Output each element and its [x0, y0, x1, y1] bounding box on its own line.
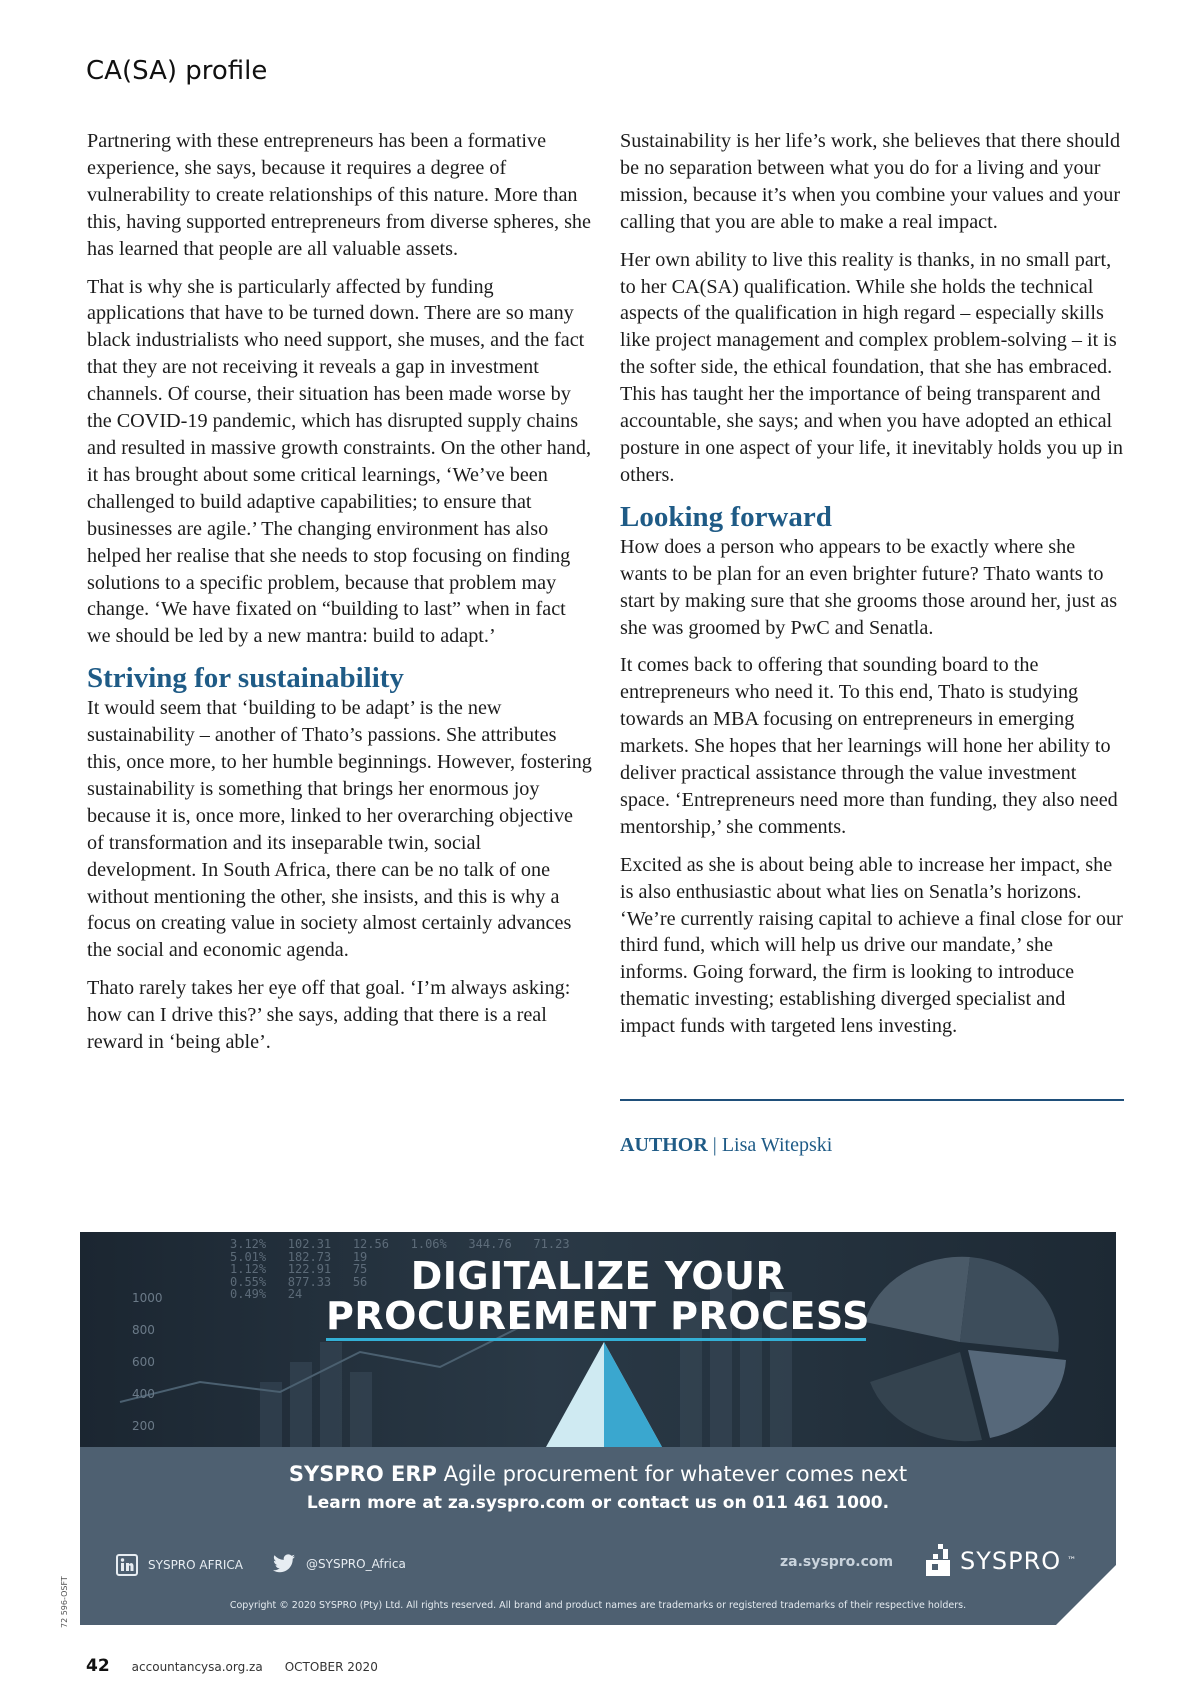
ad-headline-line-1: DIGITALIZE YOUR	[410, 1254, 786, 1298]
ad-axis-label: 400	[132, 1387, 155, 1401]
page-number: 42	[86, 1656, 110, 1676]
left-column	[87, 128, 592, 1067]
ad-hero-panel	[80, 1232, 1116, 1447]
syspro-advertisement[interactable]	[80, 1232, 1116, 1625]
ad-axis-label: 1000	[132, 1291, 163, 1305]
trademark-symbol: ™	[1067, 1556, 1078, 1566]
ad-ticker-numbers: 3.12% 102.31 12.56 1.06% 344.76 71.23 5.01% 182.73 19 1.12% 122.91 75 0.55% 877.33 56 0.49% 24	[230, 1237, 570, 1301]
twitter-handle: @SYSPRO_Africa	[306, 1557, 406, 1571]
syspro-logo	[924, 1544, 1077, 1578]
ad-headline-line-2: PROCUREMENT PROCESS	[326, 1294, 870, 1338]
right-column	[620, 128, 1125, 1051]
syspro-logo-text: SYSPRO	[960, 1547, 1062, 1575]
body-paragraph: Partnering with these entrepreneurs has been a formative experience, she says, because it requires a degree of vulnerability to create relationships of this nature. More than this, having supported entrepreneurs from diverse spheres, she has learned that people are all valuable assets.	[87, 130, 591, 260]
section-heading-looking-forward: Looking forward	[620, 500, 832, 533]
section-header: CA(SA) profile	[86, 56, 268, 86]
syspro-logo-icon	[924, 1544, 954, 1578]
body-paragraph: Sustainability is her life’s work, she believes that there should be no separation between what you do for a living and your mission, because it’s when you combine your values and your calling that you are able to make a real impact.	[620, 130, 1121, 233]
page-footer	[86, 1656, 378, 1676]
ad-copyright: Copyright © 2020 SYSPRO (Pty) Ltd. All rights reserved. All brand and product names are trademarks or registered trademarks of their respective holders.	[229, 1600, 967, 1611]
ad-axis-label: 200	[132, 1419, 155, 1433]
author-divider	[620, 1099, 1124, 1101]
ad-tagline-text: Agile procurement for whatever comes next	[443, 1462, 908, 1486]
twitter-icon	[272, 1554, 296, 1574]
ad-tagline	[80, 1462, 1116, 1486]
linkedin-handle: SYSPRO AFRICA	[148, 1558, 243, 1572]
author-credit	[620, 1134, 832, 1157]
body-paragraph: It would seem that ‘building to be adapt’ is the new sustainability – another of Thato’s passions. She attributes this, once more, to her humble beginnings. However, fostering sustainability is something that brings her enormous joy because it is, once more, linked to her overarching objective of transformation and its inseparable twin, social development. In South Africa, there can be no talk of one without mentioning the other, she insists, and this is why a focus on creating value in society almost certainly advances the social and economic agenda.	[87, 697, 592, 962]
section-heading-sustainability: Striving for sustainability	[87, 662, 404, 695]
body-paragraph: Excited as she is about being able to increase her impact, she is also enthusiastic about what lies on Senatla’s horizons. ‘We’re currently raising capital to achieve a final close for our third fund, which will help us drive our mandate,’ she informs. Going forward, the firm is looking to introduce thematic investing; establishing diverged specialist and impact funds with targeted lens investing.	[620, 853, 1123, 1038]
ad-axis-label: 600	[132, 1355, 155, 1369]
body-paragraph: That is why she is particularly affected by funding applications that have to be turned down. There are so many black industrialists who need support, she muses, and the fact that they are not receiving it reveals a gap in investment channels. Of course, their situation has been made worse by the COVID-19 pandemic, which has disrupted supply chains and resulted in massive growth constraints. On the other hand, it has brought about some critical learnings, ‘We’ve been challenged to build adaptive capabilities; to ensure that businesses are agile.’ The changing environment has also helped her realise that she needs to stop focusing on finding solutions to a specific problem, because that problem may change. ‘We have fixated on “building to last” when in fact we should be led by a new mantra: build to adapt.’	[87, 275, 592, 648]
ad-corner-fold	[1056, 1565, 1116, 1625]
author-name: Lisa Witepski	[721, 1134, 833, 1156]
body-paragraph: How does a person who appears to be exactly where she wants to be plan for an even brighter future? Thato wants to start by making sure that she grooms those around her, just as she was groomed by PwC and Senatla.	[620, 535, 1118, 639]
ad-headline-underline	[326, 1338, 866, 1341]
body-paragraph: It comes back to offering that sounding board to the entrepreneurs who need it. To this end, Thato is studying towards an MBA focusing on entrepreneurs in emerging markets. She hopes that her learnings will hone her ability to deliver practical assistance through the value investment space. ‘Entrepreneurs need more than funding, they also need mentorship,’ she comments.	[620, 654, 1118, 838]
author-separator: |	[712, 1134, 717, 1156]
author-label: AUTHOR	[620, 1134, 708, 1156]
ad-website-link[interactable]: za.syspro.com	[780, 1554, 894, 1570]
ad-reference-code: 72 596-OSFT	[60, 1576, 69, 1628]
linkedin-icon	[116, 1554, 138, 1576]
ad-contact-line[interactable]: Learn more at za.syspro.com or contact us on 011 461 1000.	[306, 1493, 890, 1513]
ad-linkedin[interactable]	[116, 1554, 243, 1576]
ad-axis-label: 800	[132, 1323, 155, 1337]
footer-issue-date: OCTOBER 2020	[284, 1660, 378, 1674]
footer-website[interactable]: accountancysa.org.za	[131, 1660, 263, 1674]
body-paragraph: Her own ability to live this reality is thanks, in no small part, to her CA(SA) qualification. While she holds the technical aspects of the qualification in high regard – especially skills like project management and complex problem-solving – it is the softer side, the ethical foundation, that she has embraced. This has taught her the importance of being transparent and accountable, she says; and when you have adopted an ethical posture in one aspect of your life, it inevitably holds you up in others.	[620, 248, 1123, 486]
ad-twitter[interactable]	[272, 1554, 406, 1574]
ad-product-name: SYSPRO ERP	[288, 1462, 437, 1486]
body-paragraph: Thato rarely takes her eye off that goal. ‘I’m always asking: how can I drive this?’ she says, adding that there is a real reward in ‘being able’.	[87, 977, 571, 1054]
